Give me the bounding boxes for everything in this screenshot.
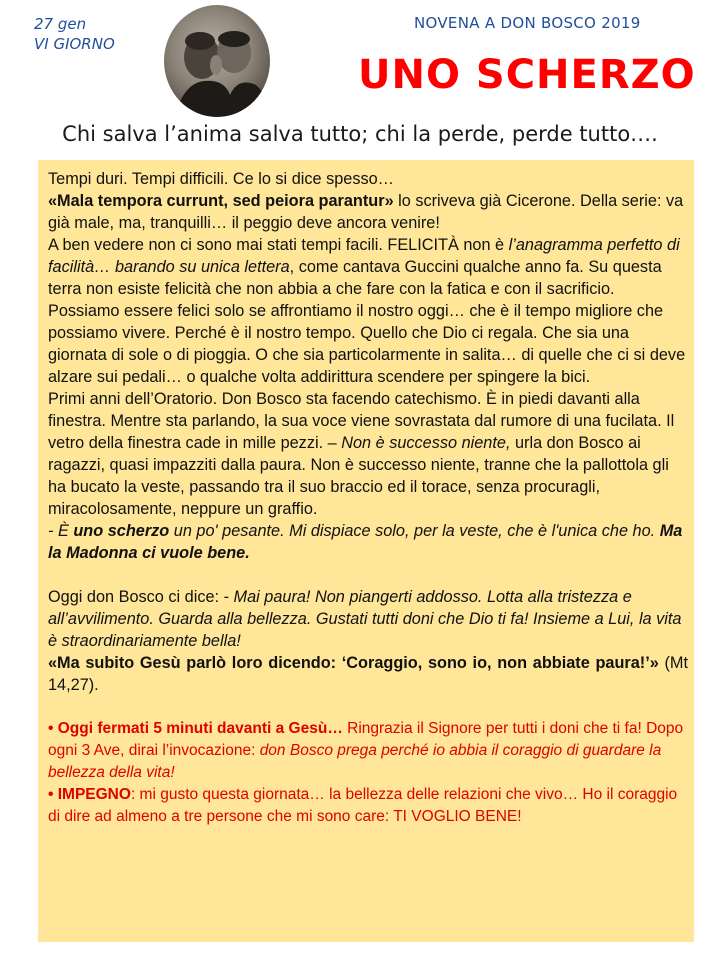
commitment-2-text: : mi gusto questa giornata… la bellezza delle relazioni che vivo… Ho il coraggio di dire ad almeno a tre persone che mi sono care: TI VOGLIO BENE! bbox=[48, 786, 678, 825]
paragraph-4 bbox=[48, 388, 688, 520]
commitment-1 bbox=[48, 718, 688, 784]
content-text bbox=[48, 168, 688, 828]
page-title: UNO SCHERZO bbox=[358, 52, 696, 98]
paragraph-7 bbox=[48, 652, 688, 696]
date: 27 gen bbox=[34, 15, 87, 33]
paragraph-1: Tempi duri. Tempi difficili. Ce lo si dice spesso… bbox=[48, 170, 394, 188]
paragraph-5 bbox=[48, 520, 688, 564]
paragraph-5-text-a: - È bbox=[48, 522, 74, 540]
gospel-quote: «Ma subito Gesù parlò loro dicendo: ‘Coraggio, sono io, non abbiate paura!’» bbox=[48, 654, 659, 672]
commitment-1-title: • Oggi fermati 5 minuti davanti a Gesù… bbox=[48, 720, 343, 737]
paragraph-3 bbox=[48, 234, 688, 388]
photo-illustration bbox=[164, 5, 270, 117]
gospel-reference: (Mt 14,27). bbox=[48, 654, 688, 694]
paragraph-6-text: Oggi don Bosco ci dice: - bbox=[48, 588, 234, 606]
novena-header: NOVENA A DON BOSCO 2019 bbox=[414, 14, 641, 32]
paragraph-6 bbox=[48, 586, 688, 652]
paragraph-6-italic: Mai paura! Non piangerti addosso. Lotta alla tristezza e all’avvilimento. Guarda alla bellezza. Gustati tutti doni che Dio ti fa! Insieme a Lui, la vita è straordinariamente bella! bbox=[48, 588, 682, 650]
guccini-quote: l’anagramma perfetto di facilità… barando su unica lettera bbox=[48, 236, 680, 276]
don-bosco-photo bbox=[164, 5, 270, 117]
commitment-1-text: Ringrazia il Signore per tutti i doni che ti fa! Dopo ogni 3 Ave, dirai l’invocazione: bbox=[48, 720, 684, 759]
paragraph-2 bbox=[48, 190, 688, 234]
paragraph-3-text-a: A ben vedere non ci sono mai stati tempi facili. FELICITÀ non è bbox=[48, 236, 509, 254]
paragraph-4-italic: Non è successo niente, bbox=[341, 434, 511, 452]
latin-quote: «Mala tempora currunt, sed peiora parantur» bbox=[48, 192, 394, 210]
paragraph-4-text-b: urla don Bosco ai ragazzi, quasi impazziti dalla paura. Non è successo niente, tranne che la pallottola gli ha bucato la veste, passando tra il suo braccio ed il torace, senza procuragli, miracolosamente, neppure un graffio. bbox=[48, 434, 669, 518]
commitments bbox=[48, 718, 688, 828]
day-number: VI GIORNO bbox=[34, 35, 115, 53]
date-label bbox=[34, 14, 115, 54]
subtitle: Chi salva l’anima salva tutto; chi la perde, perde tutto…. bbox=[62, 122, 658, 146]
paragraph-4-text-a: Primi anni dell’Oratorio. Don Bosco sta facendo catechismo. È in piedi davanti alla finestra. Mentre sta parlando, la sua voce viene sovrastata dal rumore di una fucilata. Il vetro della finestra cade in mille pezzi. – bbox=[48, 390, 675, 452]
uno-scherzo-bold: uno scherzo bbox=[73, 522, 170, 540]
madonna-bold: Ma la Madonna ci vuole bene. bbox=[48, 522, 683, 562]
spacer bbox=[48, 696, 688, 718]
paragraph-3-text-b: , come cantava Guccini qualche anno fa. Su questa terra non esiste felicità che non abbia a che fare con la fatica e con il sacrificio. Possiamo essere felici solo se affrontiamo il nostro oggi… che è il tempo migliore che possiamo vivere. Perché è il nostro tempo. Quello che Dio ci regala. Che sia una giornata di sole o di pioggia. O che sia particolarmente in salita… di quelle che ci si deve alzare sui pedali… o qualche volta addirittura scendere per spingere la bici. bbox=[48, 258, 686, 386]
paragraph-2-text: lo scriveva già Cicerone. Della serie: va già male, ma, tranquilli… il peggio deve ancora venire! bbox=[48, 192, 684, 232]
paragraph-5-text-b: un po' pesante. Mi dispiace solo, per la veste, che è l'unica che ho. bbox=[169, 522, 660, 540]
commitment-2 bbox=[48, 784, 688, 828]
commitment-1-invocation: don Bosco prega perché io abbia il coraggio di guardare la bellezza della vita! bbox=[48, 742, 662, 781]
spacer bbox=[48, 564, 688, 586]
commitment-2-title: • IMPEGNO bbox=[48, 786, 131, 803]
